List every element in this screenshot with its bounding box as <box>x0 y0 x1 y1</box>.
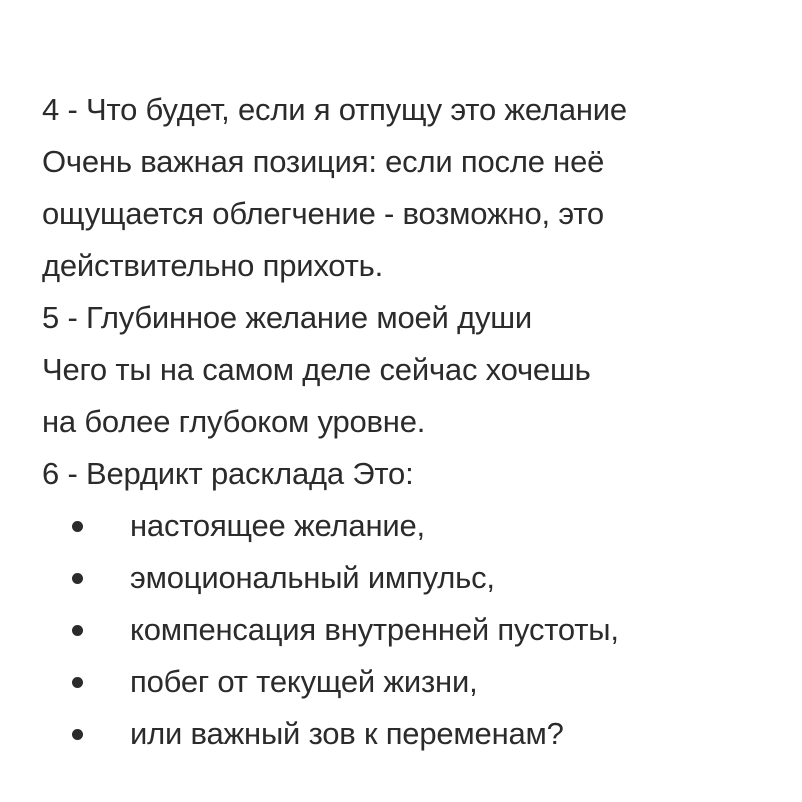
position-4-text-line-2: ощущается облегчение - возможно, это <box>42 196 604 231</box>
list-item-text: настоящее желание, <box>130 508 425 543</box>
bullet-icon <box>72 625 83 636</box>
list-item-text: компенсация внутренней пустоты, <box>130 612 619 647</box>
list-item-text: побег от текущей жизни, <box>130 664 478 699</box>
bullet-icon <box>72 573 83 584</box>
list-item <box>42 500 782 552</box>
verdict-options-list <box>42 500 782 760</box>
position-4-text-line-3: действительно прихоть. <box>42 248 384 283</box>
position-6-heading: 6 - Вердикт расклада Это: <box>42 456 414 491</box>
position-4-heading: 4 - Что будет, если я отпущу это желание <box>42 92 627 127</box>
list-item <box>42 708 782 760</box>
list-item-text: эмоциональный импульс, <box>130 560 495 595</box>
list-item-text: или важный зов к переменам? <box>130 716 564 751</box>
list-item <box>42 552 782 604</box>
list-item <box>42 604 782 656</box>
position-5-text-line-2: на более глубоком уровне. <box>42 404 426 439</box>
position-4-text-line-1: Очень важная позиция: если после неё <box>42 144 605 179</box>
document-body <box>42 84 782 760</box>
bullet-icon <box>72 521 83 532</box>
position-5-heading: 5 - Глубинное желание моей души <box>42 300 533 335</box>
bullet-icon <box>72 677 83 688</box>
list-item <box>42 656 782 708</box>
bullet-icon <box>72 729 83 740</box>
position-5-text-line-1: Чего ты на самом деле сейчас хочешь <box>42 352 591 387</box>
